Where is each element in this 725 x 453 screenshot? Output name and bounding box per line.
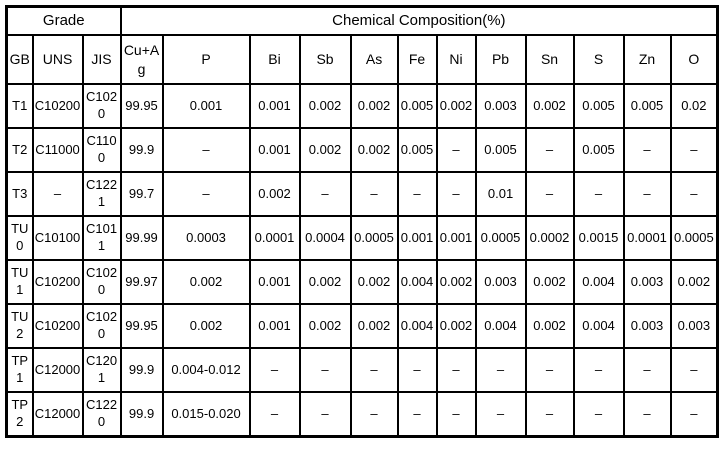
column-header-cu-ag: Cu+Ag [121,35,163,84]
grade-cell-t3: T3 [7,172,33,216]
table-row-t1 [7,84,718,128]
cell-t1-zn: 0.005 [624,84,671,128]
cell-tu0-fe: 0.001 [398,216,437,260]
cell-t1-p: 0.001 [163,84,250,128]
table-row-t3 [7,172,718,216]
cell-t2-uns: C11000 [33,128,83,172]
column-header-gb: GB [7,35,33,84]
grade-group-header: Grade [7,7,121,36]
cell-tu0-zn: 0.0001 [624,216,671,260]
cell-tu1-fe: 0.004 [398,260,437,304]
grade-cell-tu2: TU2 [7,304,33,348]
cell-tu2-sb: 0.002 [300,304,351,348]
cell-tu0-o: 0.0005 [671,216,718,260]
composition-group-header: Chemical Composition(%) [121,7,718,36]
cell-tp1-cu-ag: 99.9 [121,348,163,392]
table-body [7,84,718,437]
cell-tu2-zn: 0.003 [624,304,671,348]
table-row-tp2 [7,392,718,437]
cell-tp1-fe: – [398,348,437,392]
cell-tu2-fe: 0.004 [398,304,437,348]
cell-tu2-cu-ag: 99.95 [121,304,163,348]
grade-cell-t1: T1 [7,84,33,128]
cell-tu2-s: 0.004 [574,304,624,348]
column-header-o: O [671,35,718,84]
grade-cell-tp1: TP1 [7,348,33,392]
cell-tu0-uns: C10100 [33,216,83,260]
cell-tp1-sn: – [526,348,574,392]
cell-tu2-uns: C10200 [33,304,83,348]
cell-tp1-s: – [574,348,624,392]
cell-tp2-zn: – [624,392,671,437]
cell-tu2-p: 0.002 [163,304,250,348]
cell-tp2-pb: – [476,392,526,437]
cell-t3-pb: 0.01 [476,172,526,216]
cell-tp1-ni: – [437,348,476,392]
cell-tp1-bi: – [250,348,300,392]
cell-t1-o: 0.02 [671,84,718,128]
column-header-as: As [351,35,398,84]
cell-tu1-sb: 0.002 [300,260,351,304]
cell-t1-ni: 0.002 [437,84,476,128]
cell-tp1-p: 0.004-0.012 [163,348,250,392]
cell-t1-sb: 0.002 [300,84,351,128]
cell-tp2-ni: – [437,392,476,437]
column-header-uns: UNS [33,35,83,84]
cell-tp1-uns: C12000 [33,348,83,392]
cell-tp2-bi: – [250,392,300,437]
column-header-bi: Bi [250,35,300,84]
cell-tp2-jis: C1220 [83,392,121,437]
cell-tp2-as: – [351,392,398,437]
cell-t2-sb: 0.002 [300,128,351,172]
cell-tu0-as: 0.0005 [351,216,398,260]
column-header-pb: Pb [476,35,526,84]
cell-t3-ni: – [437,172,476,216]
cell-t2-p: – [163,128,250,172]
cell-tu2-sn: 0.002 [526,304,574,348]
cell-t2-jis: C1100 [83,128,121,172]
cell-t1-as: 0.002 [351,84,398,128]
cell-tu1-bi: 0.001 [250,260,300,304]
cell-tu1-o: 0.002 [671,260,718,304]
cell-t3-sb: – [300,172,351,216]
cell-t3-uns: – [33,172,83,216]
cell-tu1-zn: 0.003 [624,260,671,304]
grade-cell-tu0: TU0 [7,216,33,260]
column-header-row [7,35,718,84]
cell-tu0-ni: 0.001 [437,216,476,260]
cell-t2-o: – [671,128,718,172]
column-header-sn: Sn [526,35,574,84]
cell-t3-jis: C1221 [83,172,121,216]
table-row-tu1 [7,260,718,304]
cell-t1-fe: 0.005 [398,84,437,128]
cell-t3-o: – [671,172,718,216]
cell-tu2-bi: 0.001 [250,304,300,348]
cell-tu0-cu-ag: 99.99 [121,216,163,260]
table-row-tu2 [7,304,718,348]
cell-tp2-o: – [671,392,718,437]
cell-t1-bi: 0.001 [250,84,300,128]
cell-t2-as: 0.002 [351,128,398,172]
cell-tu1-sn: 0.002 [526,260,574,304]
cell-t2-ni: – [437,128,476,172]
cell-t2-cu-ag: 99.9 [121,128,163,172]
cell-tu2-as: 0.002 [351,304,398,348]
grade-cell-t2: T2 [7,128,33,172]
cell-t2-zn: – [624,128,671,172]
cell-t1-uns: C10200 [33,84,83,128]
column-header-ni: Ni [437,35,476,84]
cell-t3-p: – [163,172,250,216]
table-row-t2 [7,128,718,172]
cell-t1-cu-ag: 99.95 [121,84,163,128]
cell-tp2-p: 0.015-0.020 [163,392,250,437]
cell-tp1-zn: – [624,348,671,392]
cell-tu2-pb: 0.004 [476,304,526,348]
grade-cell-tp2: TP2 [7,392,33,437]
cell-t3-cu-ag: 99.7 [121,172,163,216]
cell-t2-sn: – [526,128,574,172]
cell-tu0-sn: 0.0002 [526,216,574,260]
grade-cell-tu1: TU1 [7,260,33,304]
cell-t3-bi: 0.002 [250,172,300,216]
cell-t1-pb: 0.003 [476,84,526,128]
cell-t1-s: 0.005 [574,84,624,128]
cell-t2-pb: 0.005 [476,128,526,172]
cell-tp1-as: – [351,348,398,392]
cell-tp2-fe: – [398,392,437,437]
cell-t3-zn: – [624,172,671,216]
cell-tp1-o: – [671,348,718,392]
column-header-fe: Fe [398,35,437,84]
cell-tp1-pb: – [476,348,526,392]
cell-tu1-cu-ag: 99.97 [121,260,163,304]
cell-t2-fe: 0.005 [398,128,437,172]
cell-t2-s: 0.005 [574,128,624,172]
cell-tp1-sb: – [300,348,351,392]
cell-tu1-jis: C1020 [83,260,121,304]
cell-tu1-s: 0.004 [574,260,624,304]
cell-tu1-pb: 0.003 [476,260,526,304]
column-header-jis: JIS [83,35,121,84]
cell-tu0-pb: 0.0005 [476,216,526,260]
cell-tu1-uns: C10200 [33,260,83,304]
cell-t3-fe: – [398,172,437,216]
cell-tu1-ni: 0.002 [437,260,476,304]
chemical-composition-table [5,5,719,438]
cell-tp2-s: – [574,392,624,437]
cell-tu0-sb: 0.0004 [300,216,351,260]
cell-tu2-jis: C1020 [83,304,121,348]
cell-t3-sn: – [526,172,574,216]
cell-t3-s: – [574,172,624,216]
cell-tu2-ni: 0.002 [437,304,476,348]
cell-t1-jis: C1020 [83,84,121,128]
cell-tp2-sn: – [526,392,574,437]
cell-tu1-as: 0.002 [351,260,398,304]
cell-tu0-p: 0.0003 [163,216,250,260]
column-header-zn: Zn [624,35,671,84]
cell-tu2-o: 0.003 [671,304,718,348]
table-row-tu0 [7,216,718,260]
cell-tu0-bi: 0.0001 [250,216,300,260]
cell-t1-sn: 0.002 [526,84,574,128]
column-header-s: S [574,35,624,84]
cell-tp1-jis: C1201 [83,348,121,392]
group-header-row [7,7,718,36]
table-header [7,7,718,85]
cell-tu0-s: 0.0015 [574,216,624,260]
cell-tp2-cu-ag: 99.9 [121,392,163,437]
column-header-p: P [163,35,250,84]
cell-tp2-sb: – [300,392,351,437]
cell-t2-bi: 0.001 [250,128,300,172]
cell-tu1-p: 0.002 [163,260,250,304]
cell-tu0-jis: C1011 [83,216,121,260]
column-header-sb: Sb [300,35,351,84]
table-row-tp1 [7,348,718,392]
cell-tp2-uns: C12000 [33,392,83,437]
cell-t3-as: – [351,172,398,216]
